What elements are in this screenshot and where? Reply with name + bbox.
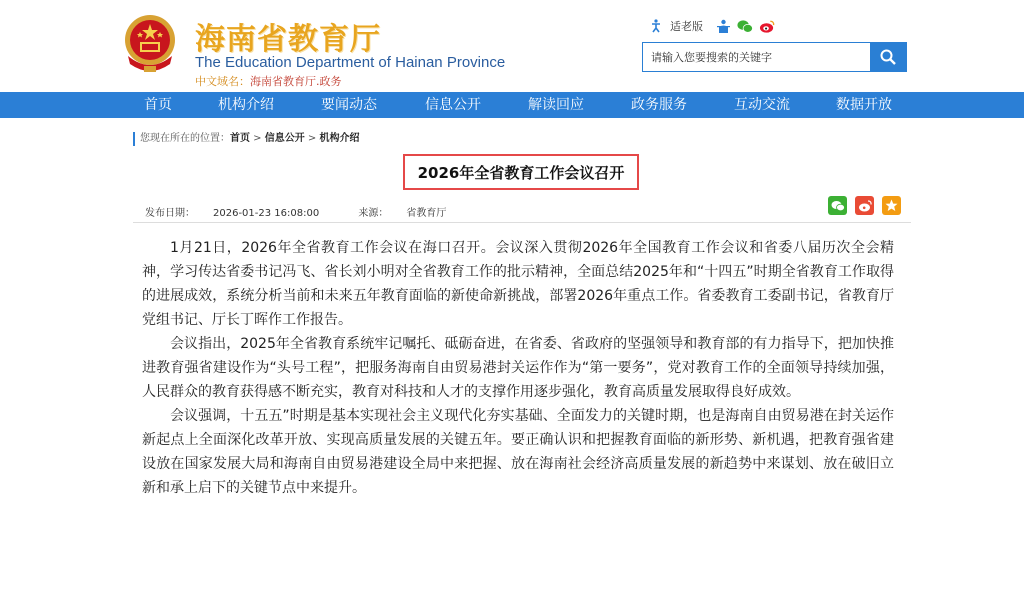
nav-item-open-data[interactable]: 数据开放: [836, 97, 892, 113]
source-value: 省教育厅: [406, 208, 447, 219]
site-title-en: The Education Department of Hainan Province: [195, 54, 506, 71]
share-qzone-icon[interactable]: [882, 196, 901, 215]
publish-date: 2026-01-23 16:08:00: [213, 208, 320, 219]
breadcrumb-current[interactable]: 机构介绍: [319, 133, 360, 144]
nav-item-interpretation[interactable]: 解读回应: [528, 97, 584, 113]
article-body: [142, 236, 894, 500]
nav-item-home[interactable]: 首页: [144, 97, 172, 113]
search-icon: [879, 48, 897, 66]
source-label: 来源：: [358, 208, 389, 219]
nav-item-news[interactable]: 要闻动态: [321, 97, 377, 113]
article-paragraph: 会议强调，十五五”时期是基本实现社会主义现代化夯实基础、全面发力的关键时期，也是海南自由贸易港在封关运作新起点上全面深化改革开放、实现高质量发展的关键五年。要正确认识和把握教育面临的新形势、新机遇，把教育强省建设放在国家发展大局和海南自由贸易港建设全局中来把握、放在海南社会经济高质量发展的新趋势中来谋划、放在破旧立新和承上启下的关键节点中来提升。: [142, 408, 894, 496]
main-content: [115, 118, 910, 598]
weibo-icon[interactable]: [759, 18, 775, 34]
search-input[interactable]: [643, 43, 870, 71]
national-emblem-icon: [120, 12, 180, 76]
article-meta: [145, 204, 482, 219]
search-box: [642, 42, 907, 72]
nav-item-organization[interactable]: 机构介绍: [218, 97, 274, 113]
breadcrumb-home[interactable]: 首页: [230, 133, 250, 144]
nav-item-interaction[interactable]: 互动交流: [734, 97, 790, 113]
share-bar: [828, 196, 901, 215]
domain-value: 海南省教育厅.政务: [250, 75, 342, 88]
breadcrumb-section[interactable]: 信息公开: [264, 133, 305, 144]
search-button[interactable]: [870, 43, 906, 71]
people-icon[interactable]: [715, 18, 731, 34]
article-title: 2026年全省教育工作会议召开: [403, 154, 639, 190]
meta-divider: [133, 222, 911, 223]
article-paragraph: 1月21日，2026年全省教育工作会议在海口召开。会议深入贯彻2026年全国教育工作会议和省委八届历次全会精神，学习传达省委书记冯飞、省长刘小明对全省教育工作的批示精神，全面总结2025年和“十四五”时期全省教育工作取得的进展成效，系统分析当前和未来五年教育面临的新使命新挑战，部署2026年重点工作。省委教育工委副书记，省教育厅党组书记、厅长丁晖作工作报告。: [142, 240, 894, 328]
breadcrumb-sep: >: [304, 133, 320, 144]
publish-label: 发布日期：: [145, 208, 195, 219]
share-wechat-icon[interactable]: [828, 196, 847, 215]
main-nav: [0, 92, 1024, 118]
share-weibo-icon[interactable]: [855, 196, 874, 215]
accessibility-icon[interactable]: [648, 18, 664, 34]
breadcrumb: [133, 132, 360, 146]
nav-item-info-disclosure[interactable]: 信息公开: [425, 97, 481, 113]
site-header: [0, 0, 1024, 92]
breadcrumb-sep: >: [250, 133, 265, 144]
article-paragraph: 会议指出，2025年全省教育系统牢记嘱托、砥砺奋进，在省委、省政府的坚强领导和教育部的有力指导下，把加快推进教育强省建设作为“头号工程”，把服务海南自由贸易港封关运作作为“第一要务”，党对教育工作的全面领导持续加强，人民群众的教育获得感不断充实，教育对科技和人才的支撑作用逐步强化，教育高质量发展取得良好成效。: [142, 336, 894, 400]
wechat-icon[interactable]: [737, 18, 753, 34]
elder-version-link[interactable]: 适老版: [670, 20, 703, 33]
site-domain: [195, 73, 342, 89]
site-title-cn[interactable]: 海南省教育厅: [195, 22, 381, 57]
breadcrumb-prefix: 您现在所在的位置：: [140, 133, 230, 144]
nav-item-gov-services[interactable]: 政务服务: [631, 97, 687, 113]
domain-label: 中文域名：: [195, 75, 250, 88]
top-tools: [648, 18, 775, 34]
